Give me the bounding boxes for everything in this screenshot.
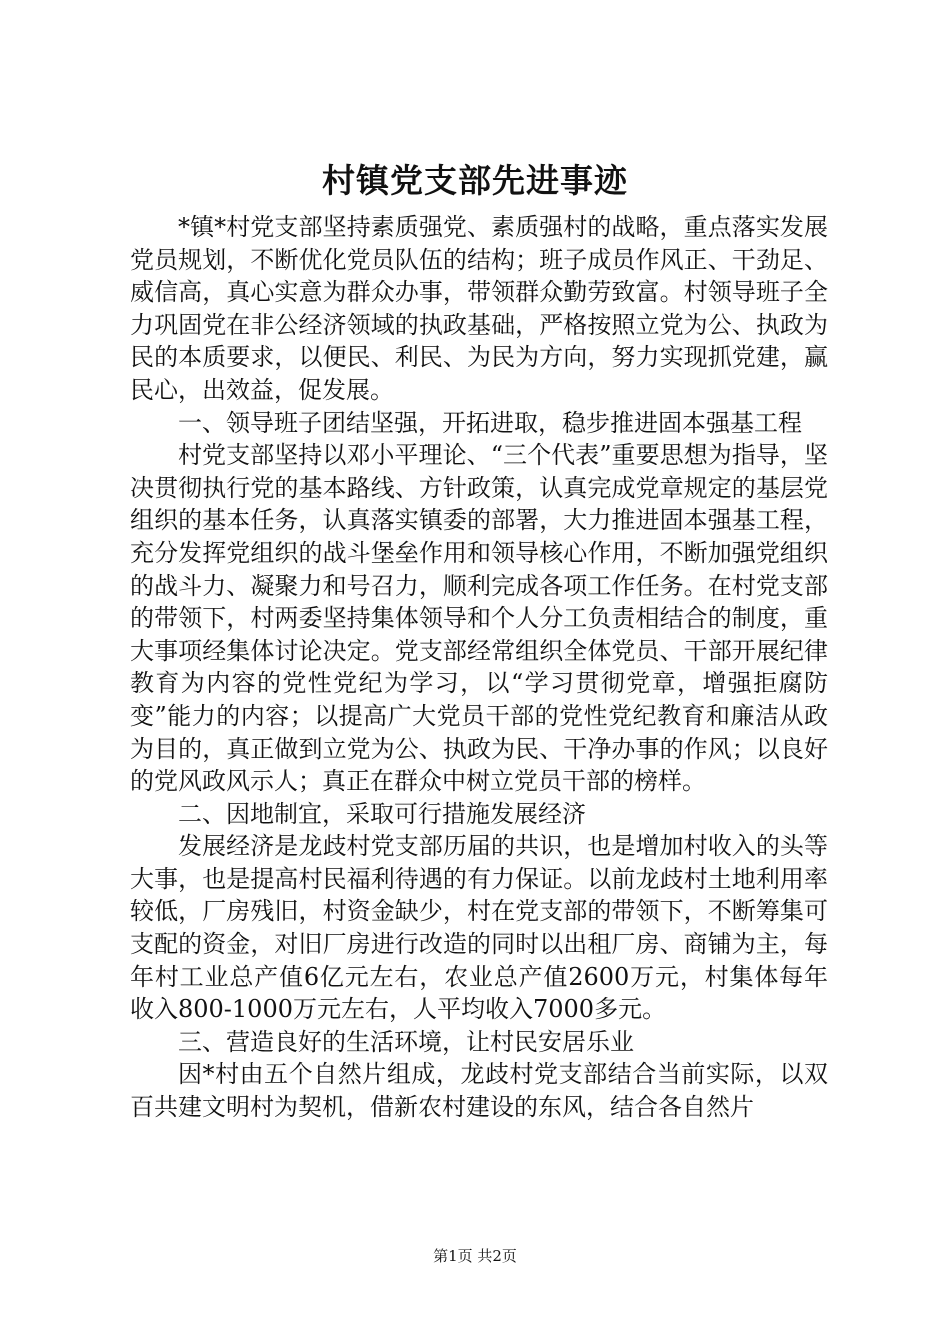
- section-paragraph-2: 发展经济是龙歧村党支部历届的共识，也是增加村收入的头等大事，也是提高村民福利待遇的有力保证。以前龙歧村土地利用率较低，厂房残旧，村资金缺少，村在党支部的带领下，不断筹集可支配的资金，对旧厂房进行改造的同时以出租厂房、商铺为主，每年村工业总产值6亿元左右，农业总产值2600万元，村集体每年收入800-1000万元左右，人平均收入7000多元。: [130, 832, 828, 1024]
- page-number-footer: 第1页 共2页: [433, 1247, 517, 1265]
- section-heading-1: 一、领导班子团结坚强，开拓进取，稳步推进固本强基工程: [178, 408, 802, 437]
- section-paragraph-3: 因*村由五个自然片组成，龙歧村党支部结合当前实际，以双百共建文明村为契机，借新农村建设的东风，结合各自然片: [130, 1060, 828, 1122]
- document-body: [130, 211, 828, 1124]
- document-title: 村镇党支部先进事迹: [322, 161, 628, 200]
- section-heading-3: 三、营造良好的生活环境，让村民安居乐业: [178, 1027, 634, 1056]
- section-paragraph-1: 村党支部坚持以邓小平理论、“三个代表”重要思想为指导，坚决贯彻执行党的基本路线、方针政策，认真完成党章规定的基层党组织的基本任务，认真落实镇委的部署，大力推进固本强基工程，充分发挥党组织的战斗堡垒作用和领导核心作用，不断加强党组织的战斗力、凝聚力和号召力，顺利完成各项工作任务。在村党支部的带领下，村两委坚持集体领导和个人分工负责相结合的制度，重大事项经集体讨论决定。党支部经常组织全体党员、干部开展纪律教育为内容的党性党纪为学习，以“学习贯彻党章，增强拒腐防变”能力的内容；以提高广大党员干部的党性党纪教育和廉洁从政为目的，真正做到立党为公、执政为民、干净办事的作风；以良好的党风政风示人；真正在群众中树立党员干部的榜样。: [130, 441, 828, 796]
- section-heading-2: 二、因地制宜，采取可行措施发展经济: [178, 799, 586, 828]
- intro-paragraph: *镇*村党支部坚持素质强党、素质强村的战略，重点落实发展党员规划，不断优化党员队伍的结构；班子成员作风正、干劲足、威信高，真心实意为群众办事，带领群众勤劳致富。村领导班子全力巩固党在非公经济领域的执政基础，严格按照立党为公、执政为民的本质要求，以便民、利民、为民为方向，努力实现抓党建，赢民心，出效益，促发展。: [130, 213, 828, 404]
